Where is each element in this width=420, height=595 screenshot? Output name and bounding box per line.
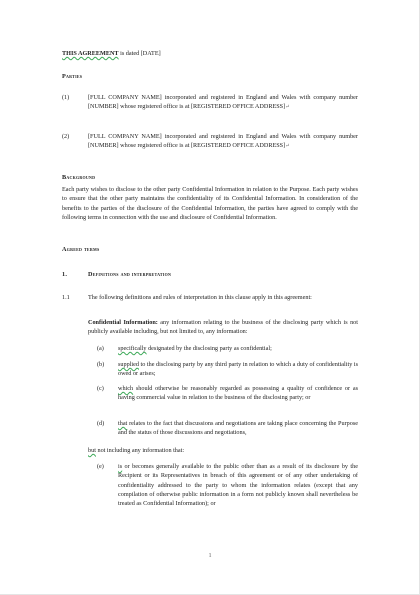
party-2-text: [88, 132, 358, 152]
subitem-c-first-word: which: [118, 385, 134, 392]
clause-1-1-number: 1.1: [62, 294, 70, 301]
definition-text: any information relating to the business of the disclosing party which is not publicly available including, but not limited to, any information:: [88, 319, 358, 336]
party-1-return-mark: ↵: [285, 105, 290, 111]
party-2-number: (2): [62, 133, 70, 140]
definition-confidential-information: [88, 318, 358, 337]
subitem-a-rest: designated by the disclosing party as confidential;: [146, 345, 272, 352]
agreed-terms-heading: Agreed terms: [62, 246, 100, 253]
definition-term: Confidential Information:: [88, 319, 158, 326]
but-rest: not including any information that:: [95, 447, 185, 454]
subitem-d-label: (d): [97, 420, 105, 427]
but-not-including-line: [88, 446, 358, 455]
subitem-c-rest: should otherwise be reasonably regarded as possessing a quality of confidence or as having commercial value in relation to the business of the disclosing party; or: [118, 385, 358, 402]
subitem-c-text: [118, 384, 358, 403]
background-text: Each party wishes to disclose to the other party Confidential Information in relation to the Purpose. Each party wishes to ensure that the other party maintains the confidentiality of its Confidential Information. In consideration of the benefits to the parties of the disclosure of the Confidential Information, the parties have agreed to comply with the following terms in connection with the use and disclosure of Confidential Information.: [62, 186, 358, 221]
subitem-d-rest: relates to the fact that discussions and negotiations are taking place concerning the Purpose and the status of those discussions and negotiations,: [118, 420, 358, 437]
subitem-c-label: (c): [97, 385, 104, 392]
intro-line: [62, 49, 358, 58]
subitem-b-text: [118, 360, 358, 379]
subitem-d-text: [118, 419, 358, 438]
party-1-body: [FULL COMPANY NAME] incorporated and registered in England and Wales with company number [NUMBER] whose registered office is at [REGISTERED OFFICE ADDRESS]: [88, 94, 358, 111]
but-first-word: but: [88, 447, 96, 454]
subitem-b-rest: to the disclosing party by any third party in relation to which a duty of confidentiality is owed or arises;: [118, 361, 358, 378]
intro-heading: THIS AGREEMENT: [62, 50, 119, 57]
page-number: 1: [208, 552, 212, 559]
subitem-e-rest: or becomes generally available to the public other than as a result of its disclosure by the Recipient or its Representatives in breach of this agreement or of any other undertaking of confidentiality addressed to the party to whom the information relates (except that any compilation of otherwise public information in a form not publicly known shall nevertheless be treated as Confidential Information); or: [118, 463, 358, 508]
section-1-title: Definitions and interpretation: [88, 271, 172, 278]
parties-heading: Parties: [62, 73, 83, 80]
subitem-b-first-word: supplied: [118, 361, 139, 368]
background-heading: Background: [62, 174, 96, 181]
party-1-text: [88, 93, 358, 113]
intro-rest: is dated [DATE]: [118, 50, 161, 57]
section-1-number: 1.: [62, 271, 68, 278]
subitem-e-label: (e): [97, 463, 104, 470]
subitem-a-label: (a): [97, 345, 104, 352]
subitem-e-first-word: is: [118, 463, 123, 470]
subitem-a-text: [118, 344, 358, 353]
party-2-body: [FULL COMPANY NAME] incorporated and registered in England and Wales with company number [NUMBER] whose registered office is at [REGISTERED OFFICE ADDRESS]: [88, 133, 358, 150]
subitem-b-label: (b): [97, 361, 105, 368]
party-2-return-mark: ↵: [285, 144, 290, 150]
clause-1-1-text: The following definitions and rules of interpretation in this clause apply in this agreement:: [88, 294, 312, 301]
subitem-a-first-word: specifically: [118, 345, 147, 352]
subitem-d-first-word: that: [118, 420, 128, 427]
party-1-number: (1): [62, 94, 70, 101]
subitem-e-text: [118, 462, 358, 508]
